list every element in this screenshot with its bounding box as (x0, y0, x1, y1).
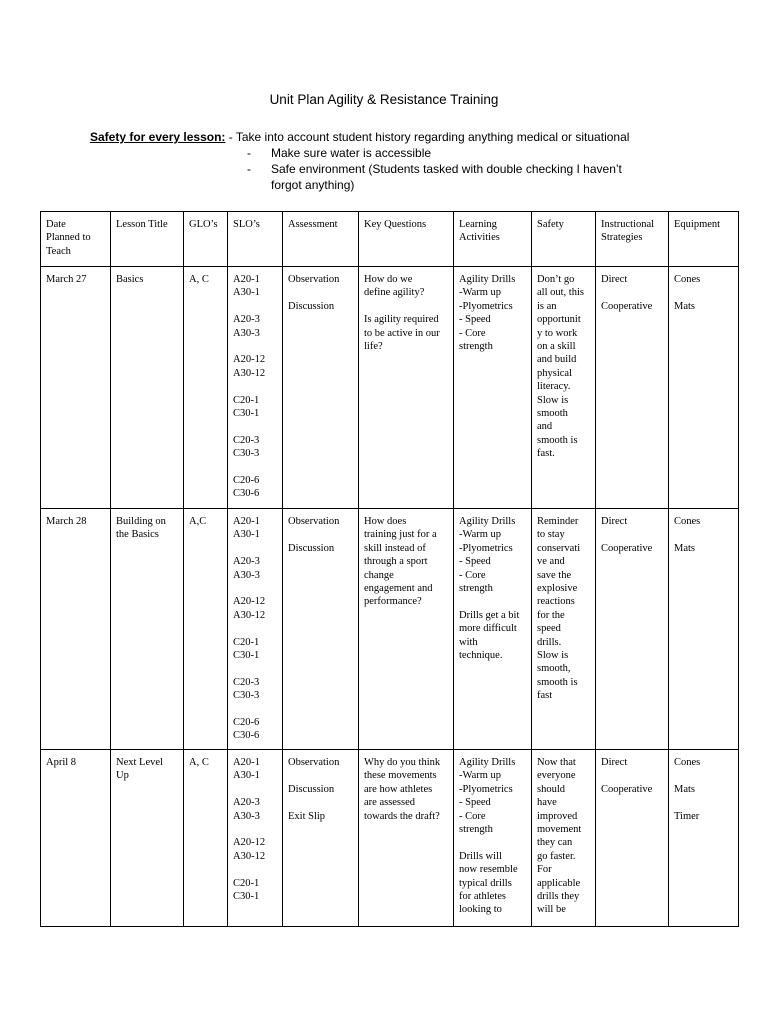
cell-line: A30-12 (233, 367, 266, 379)
cell-line: to stay (537, 529, 565, 541)
cell-lesson-title (111, 750, 184, 927)
cell-learning-activities (454, 750, 532, 927)
cell-line: Safety (537, 219, 564, 230)
cell-line: Discussion (288, 300, 335, 312)
cell-line: fast (537, 690, 553, 702)
cell-glo (184, 267, 228, 509)
safety-first-line (90, 129, 670, 145)
safety-bullet-text: Make sure water is accessible (271, 146, 432, 160)
cell-line: Agility Drills (459, 516, 516, 527)
cell-line: Direct (601, 757, 628, 768)
cell-instructional-strategies (596, 267, 669, 509)
cell-line: Key Questions (364, 219, 427, 230)
cell-equipment (669, 509, 739, 750)
cell-line: performance? (364, 596, 422, 608)
table-body (41, 212, 739, 927)
cell-line: A30-3 (233, 327, 260, 339)
cell-line (233, 380, 278, 393)
cell-line: C20-1 (233, 394, 260, 406)
cell-line: C30-1 (233, 408, 260, 420)
cell-line: - Core (459, 327, 486, 339)
cell-line (674, 796, 734, 809)
table-row (41, 509, 739, 750)
cell-line: -Plyometrics (459, 542, 513, 554)
cell-line: looking to (459, 904, 502, 916)
cell-line: A20-1 (233, 757, 260, 768)
cell-line: A20-3 (233, 314, 260, 326)
cell-line (288, 528, 354, 541)
cell-line: -Plyometrics (459, 300, 513, 312)
cell-line: Strategies (601, 232, 643, 244)
cell-line (288, 796, 354, 809)
header-cell-slo (228, 212, 283, 267)
cell-line: C20-6 (233, 717, 260, 729)
cell-line: Planned to (46, 232, 91, 244)
cell-line (233, 340, 278, 353)
cell-line: March 28 (46, 516, 87, 527)
cell-line (233, 420, 278, 433)
cell-glo (184, 750, 228, 927)
cell-glo (184, 509, 228, 750)
cell-line: SLO’s (233, 219, 260, 230)
bullet-dash: - (247, 146, 251, 160)
cell-line: A30-1 (233, 287, 260, 299)
cell-line: C30-3 (233, 448, 260, 460)
cell-line: ve and (537, 556, 565, 568)
cell-line: A20-12 (233, 596, 266, 608)
cell-line: Is agility required (364, 314, 439, 326)
cell-line: save the (537, 569, 572, 581)
cell-line: Teach (46, 245, 71, 257)
cell-line: explosive (537, 583, 578, 595)
cell-line: GLO’s (189, 219, 218, 230)
cell-line: have (537, 797, 557, 809)
cell-line: Agility Drills (459, 757, 516, 768)
cell-line (601, 528, 664, 541)
cell-line: A20-3 (233, 556, 260, 568)
cell-line: Exit Slip (288, 810, 326, 822)
cell-date (41, 750, 111, 927)
cell-line: C20-1 (233, 877, 260, 889)
cell-line: define agility? (364, 287, 425, 299)
cell-line: Reminder (537, 516, 579, 527)
cell-line (601, 286, 664, 299)
cell-line: technique. (459, 650, 503, 662)
cell-lesson-title (111, 267, 184, 509)
bullet-dash: - (247, 162, 251, 176)
safety-label: Safety for every lesson: (90, 130, 226, 144)
cell-line: now resemble (459, 864, 518, 876)
header-cell-learning-activities (454, 212, 532, 267)
cell-line: Agility Drills (459, 274, 516, 285)
cell-line: A30-3 (233, 569, 260, 581)
cell-line: Timer (674, 810, 700, 822)
cell-line: Why do you think (364, 757, 441, 768)
cell-line (674, 286, 734, 299)
cell-assessment (283, 267, 359, 509)
cell-line (233, 863, 278, 876)
cell-line: y to work (537, 327, 578, 339)
cell-line: to be active in our (364, 327, 440, 339)
cell-line: for athletes (459, 891, 506, 903)
header-cell-safety (532, 212, 596, 267)
cell-line: Observation (288, 516, 340, 527)
cell-instructional-strategies (596, 509, 669, 750)
cell-instructional-strategies (596, 750, 669, 927)
cell-date (41, 509, 111, 750)
cell-slo (228, 509, 283, 750)
table-row (41, 750, 739, 927)
cell-line: training just for a (364, 529, 437, 541)
cell-line: C20-3 (233, 676, 260, 688)
cell-line: Discussion (288, 783, 335, 795)
cell-line: For (537, 864, 552, 876)
cell-line: A20-1 (233, 516, 260, 527)
cell-line: conservati (537, 542, 581, 554)
cell-line: How do we (364, 274, 413, 285)
cell-line: smooth, (537, 663, 571, 675)
cell-slo (228, 750, 283, 927)
cell-line: A30-1 (233, 770, 260, 782)
cell-line: Direct (601, 516, 628, 527)
cell-line: these movements (364, 770, 437, 782)
cell-line: everyone (537, 770, 576, 782)
cell-line: physical (537, 367, 572, 379)
cell-line: Next Level (116, 757, 163, 768)
cell-line: Cooperative (601, 783, 653, 795)
header-cell-glo (184, 212, 228, 267)
cell-line (459, 836, 527, 849)
cell-line (233, 823, 278, 836)
cell-line: are how athletes (364, 783, 433, 795)
cell-assessment (283, 750, 359, 927)
cell-line: Building on (116, 516, 166, 527)
cell-line (233, 582, 278, 595)
cell-line: -Warm up (459, 287, 502, 299)
cell-line: Drills will (459, 850, 502, 862)
cell-line (364, 300, 449, 313)
cell-learning-activities (454, 509, 532, 750)
cell-line: Up (116, 770, 129, 782)
header-cell-lesson-title (111, 212, 184, 267)
cell-line (233, 662, 278, 675)
unit-plan-table (40, 211, 739, 927)
cell-line (233, 783, 278, 796)
cell-line: Lesson Title (116, 219, 168, 230)
cell-line: A, C (189, 757, 209, 768)
cell-line (233, 461, 278, 474)
cell-line: the Basics (116, 529, 159, 541)
cell-line: Instructional (601, 219, 655, 230)
cell-line: How does (364, 516, 407, 527)
cell-line: and (537, 421, 553, 433)
cell-safety (532, 267, 596, 509)
cell-line: through a sport (364, 556, 428, 568)
cell-line: smooth is (537, 434, 578, 446)
cell-line: smooth (537, 408, 568, 420)
cell-line: engagement and (364, 583, 433, 595)
cell-line: life? (364, 341, 383, 353)
cell-line: C20-1 (233, 636, 260, 648)
cell-line: movement (537, 824, 582, 836)
cell-line: should (537, 783, 566, 795)
cell-line: C30-1 (233, 891, 260, 903)
cell-line (459, 595, 527, 608)
cell-lesson-title (111, 509, 184, 750)
cell-line: drills. (537, 636, 562, 648)
cell-line: and build (537, 354, 577, 366)
cell-line: A30-12 (233, 609, 266, 621)
cell-line: Date (46, 219, 66, 230)
table-header-row (41, 212, 739, 267)
safety-bullet (90, 161, 670, 193)
cell-line: opportunit (537, 314, 581, 326)
cell-line: A20-12 (233, 354, 266, 366)
cell-line: they can (537, 837, 573, 849)
cell-line: for the (537, 609, 565, 621)
cell-line: is an (537, 300, 557, 312)
cell-line: change (364, 569, 394, 581)
cell-line: Mats (674, 783, 695, 795)
cell-line: Mats (674, 300, 695, 312)
cell-line: A20-1 (233, 274, 260, 285)
cell-line: C30-6 (233, 488, 260, 500)
cell-line: C20-3 (233, 434, 260, 446)
cell-line (674, 528, 734, 541)
cell-line: Assessment (288, 219, 338, 230)
cell-assessment (283, 509, 359, 750)
cell-line: all out, this (537, 287, 584, 299)
cell-line: strength (459, 341, 493, 353)
cell-line: speed (537, 623, 561, 635)
safety-bullet-text: Safe environment (Students tasked with double checking I haven’t forgot anything) (271, 162, 622, 192)
cell-line: Cones (674, 274, 701, 285)
cell-line: - Speed (459, 556, 491, 568)
cell-line: smooth is (537, 676, 578, 688)
cell-safety (532, 750, 596, 927)
cell-line (674, 769, 734, 782)
cell-line: A30-12 (233, 850, 266, 862)
safety-bullet (90, 145, 670, 161)
cell-line: - Core (459, 810, 486, 822)
cell-line: more difficult (459, 623, 517, 635)
cell-line (233, 622, 278, 635)
cell-line: fast. (537, 448, 555, 460)
cell-line: typical drills (459, 877, 512, 889)
cell-line: Cooperative (601, 542, 653, 554)
cell-line: Mats (674, 542, 695, 554)
cell-line: drills they (537, 891, 580, 903)
cell-line: go faster. (537, 850, 576, 862)
cell-line: applicable (537, 877, 581, 889)
cell-line: A, C (189, 274, 209, 285)
cell-line: - Speed (459, 314, 491, 326)
cell-line: literacy. (537, 381, 571, 393)
header-cell-key-questions (359, 212, 454, 267)
cell-line: C30-3 (233, 690, 260, 702)
cell-line (233, 542, 278, 555)
cell-line: A20-3 (233, 797, 260, 809)
safety-first-item: - Take into account student history regarding anything medical or situational (225, 130, 630, 144)
header-cell-assessment (283, 212, 359, 267)
cell-line (233, 300, 278, 313)
cell-key-questions (359, 267, 454, 509)
cell-line: - Core (459, 569, 486, 581)
cell-line: -Warm up (459, 770, 502, 782)
cell-line: Learning (459, 219, 497, 230)
cell-line: - Speed (459, 797, 491, 809)
cell-line: Drills get a bit (459, 609, 520, 621)
table-row (41, 267, 739, 509)
cell-line: March 27 (46, 274, 87, 285)
cell-line: Observation (288, 274, 340, 285)
cell-equipment (669, 750, 739, 927)
cell-line: improved (537, 810, 578, 822)
cell-line: Basics (116, 274, 144, 285)
cell-line: Activities (459, 232, 500, 244)
cell-line: Don’t go (537, 274, 575, 285)
cell-line: Discussion (288, 542, 335, 554)
cell-line (288, 769, 354, 782)
page-title: Unit Plan Agility & Resistance Training (269, 92, 499, 107)
cell-line: with (459, 636, 478, 648)
cell-learning-activities (454, 267, 532, 509)
cell-line: Cooperative (601, 300, 653, 312)
cell-safety (532, 509, 596, 750)
cell-line: towards the draft? (364, 810, 440, 822)
cell-line: Direct (601, 274, 628, 285)
cell-line: C30-6 (233, 730, 260, 742)
cell-line: strength (459, 824, 493, 836)
header-cell-instructional-strategies (596, 212, 669, 267)
cell-line: are assessed (364, 797, 416, 809)
cell-line: Cones (674, 516, 701, 527)
safety-section (90, 129, 670, 193)
cell-slo (228, 267, 283, 509)
cell-line: A30-1 (233, 529, 260, 541)
cell-line: on a skill (537, 341, 576, 353)
cell-line: A30-3 (233, 810, 260, 822)
cell-line: Equipment (674, 219, 721, 230)
cell-line: Cones (674, 757, 701, 768)
cell-line: -Warm up (459, 529, 502, 541)
cell-line: A20-12 (233, 837, 266, 849)
cell-line: -Plyometrics (459, 783, 513, 795)
cell-line (601, 769, 664, 782)
cell-line: Slow is (537, 394, 569, 406)
cell-key-questions (359, 509, 454, 750)
cell-line: reactions (537, 596, 575, 608)
cell-line: C30-1 (233, 650, 260, 662)
header-cell-equipment (669, 212, 739, 267)
cell-key-questions (359, 750, 454, 927)
cell-line: April 8 (46, 757, 77, 768)
cell-line: Now that (537, 757, 576, 768)
cell-line: skill instead of (364, 542, 426, 554)
cell-line: will be (537, 904, 566, 916)
cell-date (41, 267, 111, 509)
cell-line: strength (459, 583, 493, 595)
cell-line: A,C (189, 516, 207, 527)
cell-line: Slow is (537, 650, 569, 662)
header-cell-date (41, 212, 111, 267)
cell-line: Observation (288, 757, 340, 768)
cell-line: C20-6 (233, 475, 260, 487)
cell-equipment (669, 267, 739, 509)
cell-line (233, 703, 278, 716)
cell-line (288, 286, 354, 299)
